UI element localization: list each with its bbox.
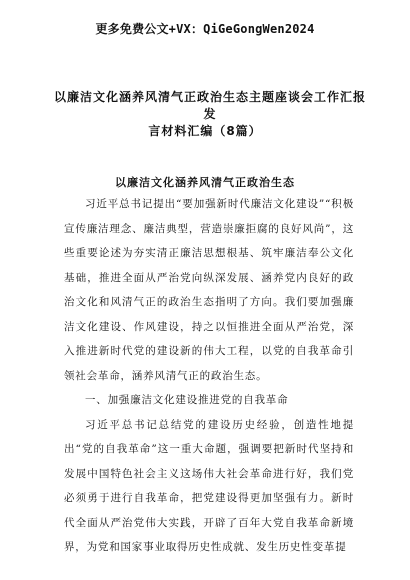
body-text: [64, 192, 354, 560]
paragraph: 习近平总书记提出“要加强新时代廉洁文化建设”“积极宣传廉洁理念、廉洁典型，营造崇廉拒腐的良好风尚”，这些重要论述为夯实清正廉洁思想根基、筑牢廉洁奉公文化基础，推进全面从严治党向纵深发展、涵养党内良好的政治文化和风清气正的政治生态指明了方向。我们要加强廉洁文化建设、作风建设，持之以恒推进全面从严治党，深入推进新时代党的建设新的伟大工程，以党的自我革命引领社会革命，涵养风清气正的政治生态。: [64, 198, 354, 382]
paragraph: 习近平总书记总结党的建设历史经验，创造性地提出“党的自我革命”这一重大命题，强调要把新时代坚持和发展中国特色社会主义这场伟大社会革命进行好，我们党必须勇于进行自我革命，把党建设得更加坚强有力。新时代全面从严治党伟大实践，开辟了百年大党自我革命新境界，为党和国家事业取得历史性成就、发生历史性变革提: [64, 418, 354, 553]
document-subtitle: 言材料汇编（8篇）: [148, 124, 262, 138]
section-heading: 一、加强廉洁文化建设推进党的自我革命: [85, 394, 289, 406]
document-title: 以廉洁文化涵养风清气正政治生态主题座谈会工作汇报发: [53, 90, 366, 121]
section-title: 以廉洁文化涵养风清气正政治生态: [115, 176, 295, 189]
promo-header: 更多免费公文+VX：QiGeGongWen2024: [95, 22, 315, 36]
